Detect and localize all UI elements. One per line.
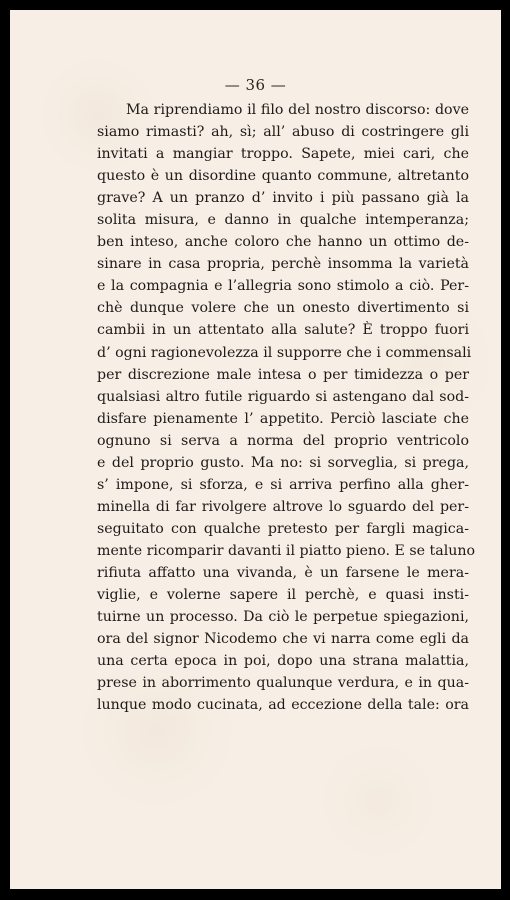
text-line: sinare in casa propria, perchè insomma la varietà (97, 256, 469, 273)
text-line: e del proprio gusto. Ma no: si sorveglia, si prega, (97, 454, 469, 471)
text-line: ben inteso, anche coloro che hanno un ottimo de- (97, 234, 469, 251)
text-line: ognuno si serva a norma del proprio ventricolo (97, 432, 469, 449)
text-line: Ma riprendiamo il filo del nostro discorso: dove (126, 102, 469, 118)
text-line: minella di far rivolgere altrove lo sguardo del per- (97, 498, 469, 515)
text-line: per discrezione male intesa o per timidezza o per (97, 366, 469, 383)
text-line: rifiuta affatto una vivanda, è un farsene le mera- (97, 564, 469, 581)
page-number: — 36 — (224, 76, 287, 94)
text-line: lunque modo cucinata, ad eccezione della tale: ora (97, 697, 469, 714)
text-line: disfare pienamente l’ appetito. Perciò lasciate che (97, 410, 469, 427)
text-line: cambii in un attentato alla salute? È troppo fuori (97, 322, 469, 339)
text-line: ora del signor Nicodemo che vi narra come egli da (97, 631, 469, 648)
text-line: s’ impone, si sforza, e si arriva perfino alla gher- (97, 476, 469, 493)
text-line: siamo rimasti? ah, sì; all’ abuso di costringere gli (97, 124, 469, 141)
text-line: qualsiasi altro futile riguardo si astengano dal sod- (97, 388, 469, 405)
text-line: questo è un disordine quanto commune, altretanto (97, 168, 469, 185)
book-page (10, 10, 501, 889)
text-line: prese in aborrimento qualunque verdura, e in qua- (97, 675, 469, 692)
text-line: seguitato con qualche pretesto per fargli magica- (97, 520, 469, 537)
text-line: invitati a mangiar troppo. Sapete, miei cari, che (97, 146, 469, 163)
text-line: grave? A un pranzo d’ invito i più passano già la (97, 190, 469, 207)
text-line: tuirne un processo. Da ciò le perpetue spiegazioni, (97, 609, 469, 626)
text-line: e la compagnia e l’allegria sono stimolo a ciò. Per- (97, 278, 469, 295)
text-line: solita misura, e danno in qualche intemperanza; (97, 212, 469, 229)
text-line: mente ricomparir davanti il piatto pieno. E se taluno (97, 542, 476, 559)
body-text (97, 99, 476, 716)
text-line: una certa epoca in poi, dopo una strana malattia, (97, 653, 469, 670)
text-line: chè dunque volere che un onesto divertimento si (97, 300, 469, 317)
text-line: viglie, e volerne sapere il perchè, e quasi insti- (97, 587, 469, 604)
text-line: d’ ogni ragionevolezza il supporre che i commensali (97, 344, 472, 361)
